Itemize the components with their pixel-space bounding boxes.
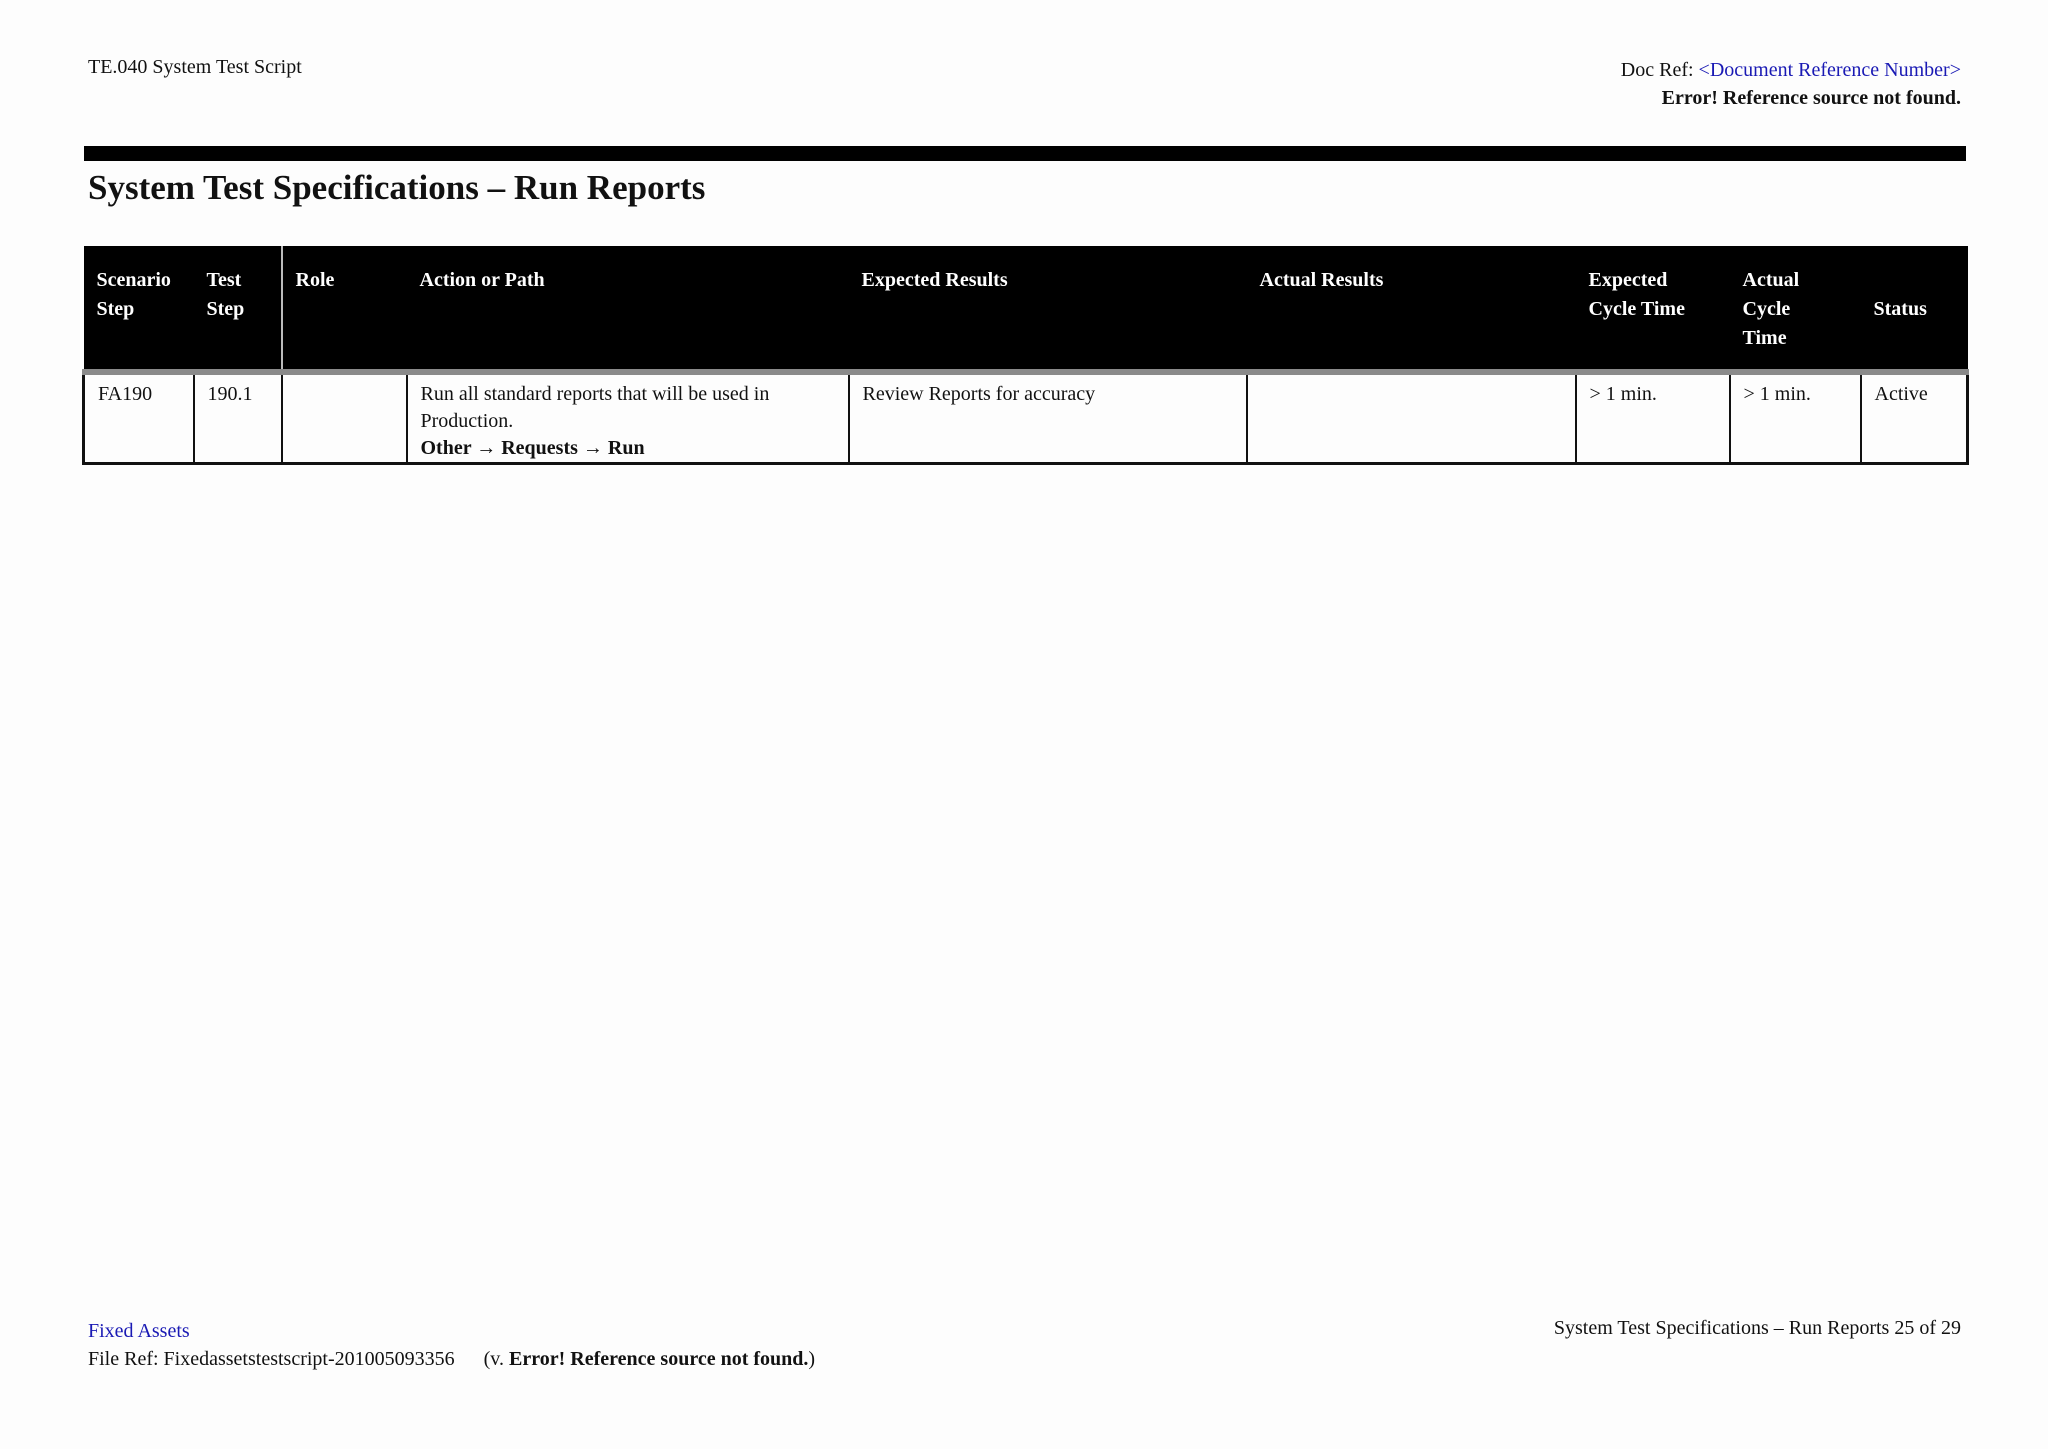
cell-action-or-path (407, 372, 849, 464)
doc-ref-label: Doc Ref: (1620, 59, 1694, 81)
header-rule (84, 146, 1966, 161)
col-actual-results: Actual Results (1247, 246, 1576, 372)
cell-actual-results (1247, 372, 1576, 464)
footer-section: System Test Specifications – Run Reports (1553, 1317, 1890, 1339)
footer-module-link[interactable]: Fixed Assets (88, 1320, 190, 1342)
header-right (1621, 56, 1961, 112)
test-spec-table (82, 246, 1966, 465)
table-header-row (84, 246, 1968, 372)
file-ref-value: Fixedassetstestscript-201005093356 (163, 1348, 455, 1370)
page-title: System Test Specifications – Run Reports (88, 168, 706, 207)
col-expected-cycle-time: Expected Cycle Time (1576, 246, 1730, 372)
version-prefix: (v. (483, 1348, 505, 1370)
version-error: Error! Reference source not found. (509, 1348, 809, 1370)
col-scenario-step: Scenario Step (84, 246, 194, 372)
reference-error: Error! Reference source not found. (1661, 87, 1961, 109)
col-action-or-path: Action or Path (407, 246, 849, 372)
col-expected-results: Expected Results (849, 246, 1247, 372)
cell-role (282, 372, 407, 464)
cell-expected-cycle-time: > 1 min. (1576, 372, 1730, 464)
cell-scenario-step: FA190 (84, 372, 194, 464)
col-actual-cycle-time: Actual Cycle Time (1730, 246, 1861, 372)
page-number: 25 of 29 (1894, 1317, 1961, 1339)
doc-ref-link[interactable]: <Document Reference Number> (1698, 59, 1961, 81)
action-text: Run all standard reports that will be used in Production. (420, 383, 770, 432)
file-ref-label: File Ref: (88, 1348, 159, 1370)
col-test-step: Test Step (194, 246, 282, 372)
file-ref (88, 1345, 815, 1373)
cell-expected-results: Review Reports for accuracy (849, 372, 1247, 464)
footer-left (88, 1317, 815, 1373)
table-row (84, 372, 1968, 464)
cell-actual-cycle-time: > 1 min. (1730, 372, 1861, 464)
cell-status: Active (1861, 372, 1968, 464)
footer-right (1554, 1317, 1961, 1340)
version-suffix: ) (808, 1348, 816, 1370)
document-name: TE.040 System Test Script (88, 56, 302, 78)
cell-test-step: 190.1 (194, 372, 282, 464)
col-role: Role (282, 246, 407, 372)
col-status: Status (1861, 246, 1968, 372)
action-path: Other → Requests → Run (420, 437, 645, 459)
